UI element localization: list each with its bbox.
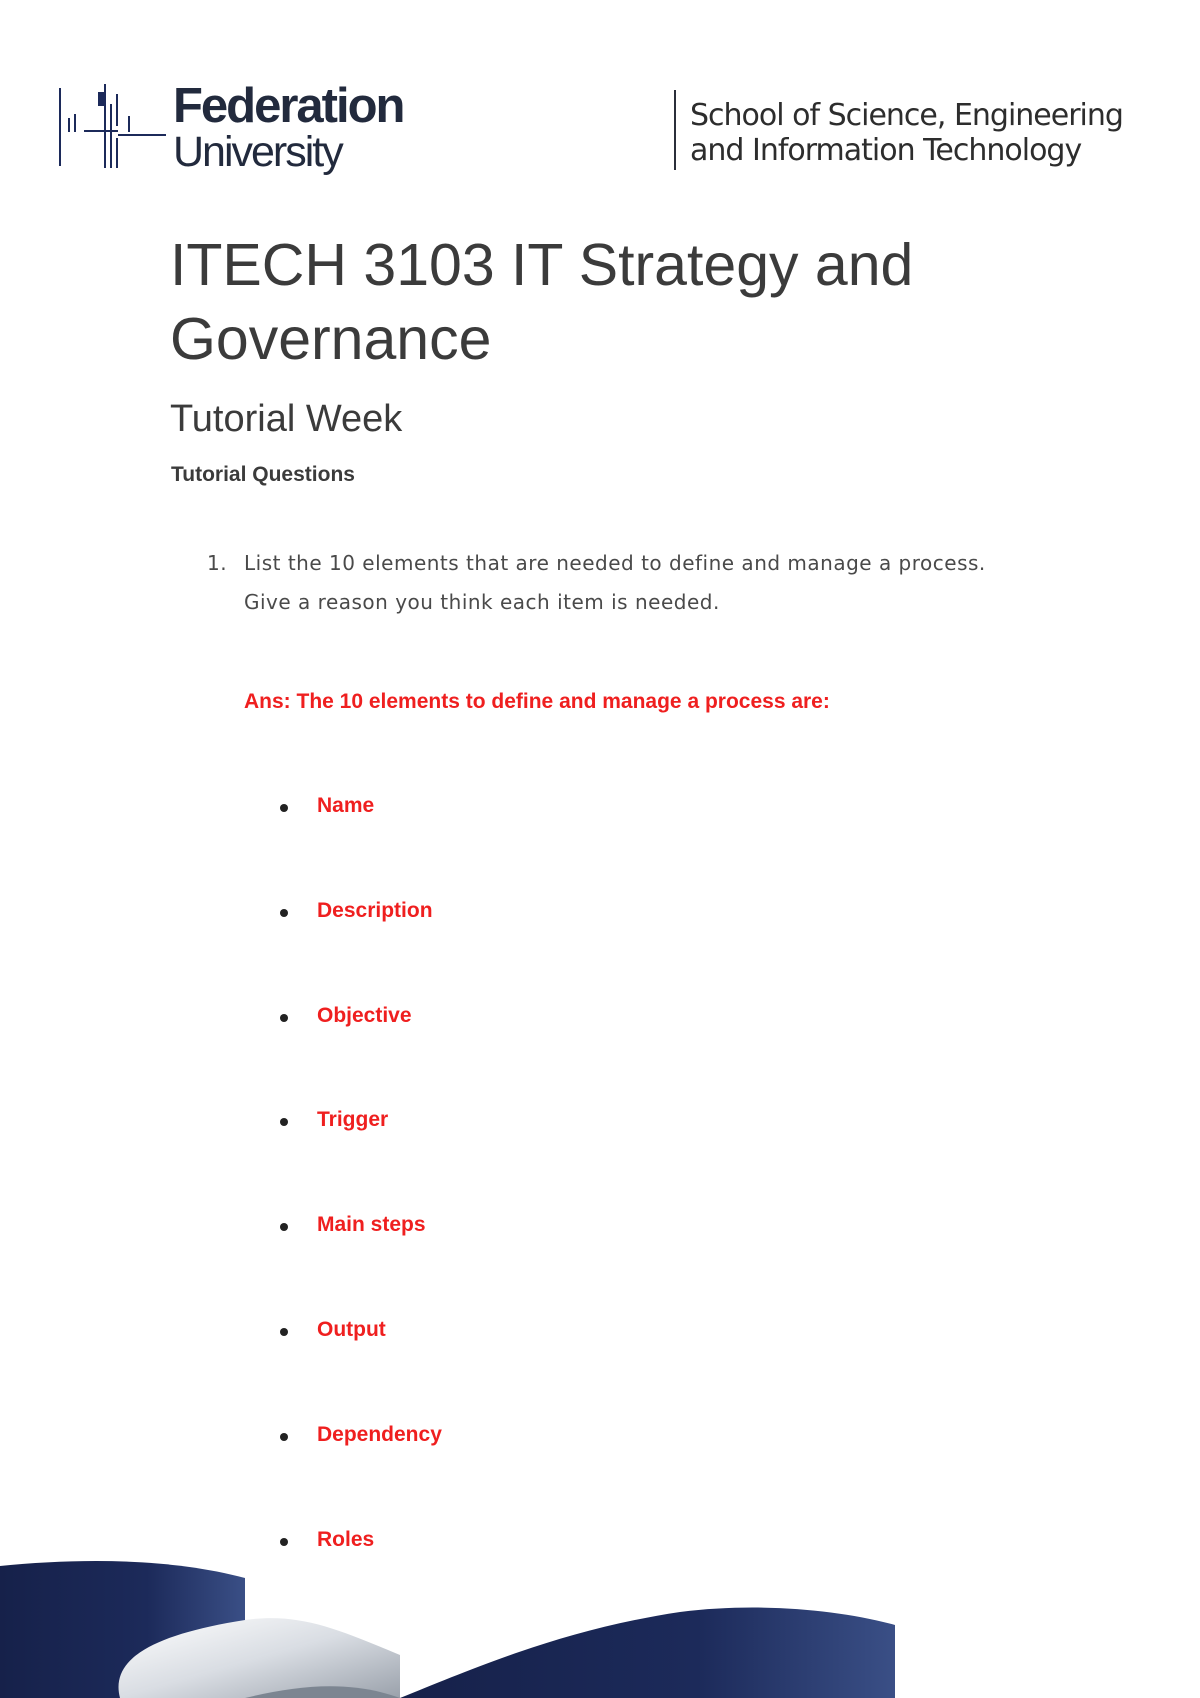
- list-item-label: Description: [317, 899, 433, 922]
- question-text-line-2: Give a reason you think each item is needed.: [244, 590, 720, 614]
- footer-wave-decoration: [0, 1550, 1200, 1698]
- logo-wordmark-line-2: University: [173, 128, 342, 176]
- bullet-icon: [280, 1223, 288, 1231]
- list-item-label: Dependency: [317, 1423, 442, 1446]
- list-item-label: Name: [317, 794, 375, 817]
- bullet-icon: [280, 1118, 288, 1126]
- school-name-line-2: and Information Technology: [690, 133, 1082, 168]
- bullet-icon: [280, 909, 288, 917]
- bullet-icon: [280, 1538, 288, 1546]
- document-subtitle: Tutorial Week: [170, 398, 403, 440]
- question-text-line-1: List the 10 elements that are needed to define and manage a process.: [244, 551, 986, 575]
- question-number: 1.: [207, 551, 228, 575]
- list-item-label: Roles: [317, 1528, 375, 1551]
- list-item-label: Output: [317, 1318, 386, 1341]
- list-item-label: Objective: [317, 1004, 412, 1027]
- federation-university-logo-icon: [58, 80, 168, 170]
- logo-wordmark-line-1: Federation: [173, 79, 404, 133]
- bullet-icon: [280, 1328, 288, 1336]
- answer-intro: Ans: The 10 elements to define and manage a process are:: [244, 690, 830, 713]
- header-divider: [674, 90, 676, 170]
- list-item-label: Main steps: [317, 1213, 426, 1236]
- bullet-icon: [280, 1014, 288, 1022]
- section-heading: Tutorial Questions: [171, 463, 355, 486]
- bullet-icon: [280, 1433, 288, 1441]
- bullet-icon: [280, 804, 288, 812]
- list-item-label: Trigger: [317, 1108, 389, 1131]
- school-name-line-1: School of Science, Engineering: [690, 98, 1123, 133]
- document-title: ITECH 3103 IT Strategy and Governance: [170, 232, 914, 372]
